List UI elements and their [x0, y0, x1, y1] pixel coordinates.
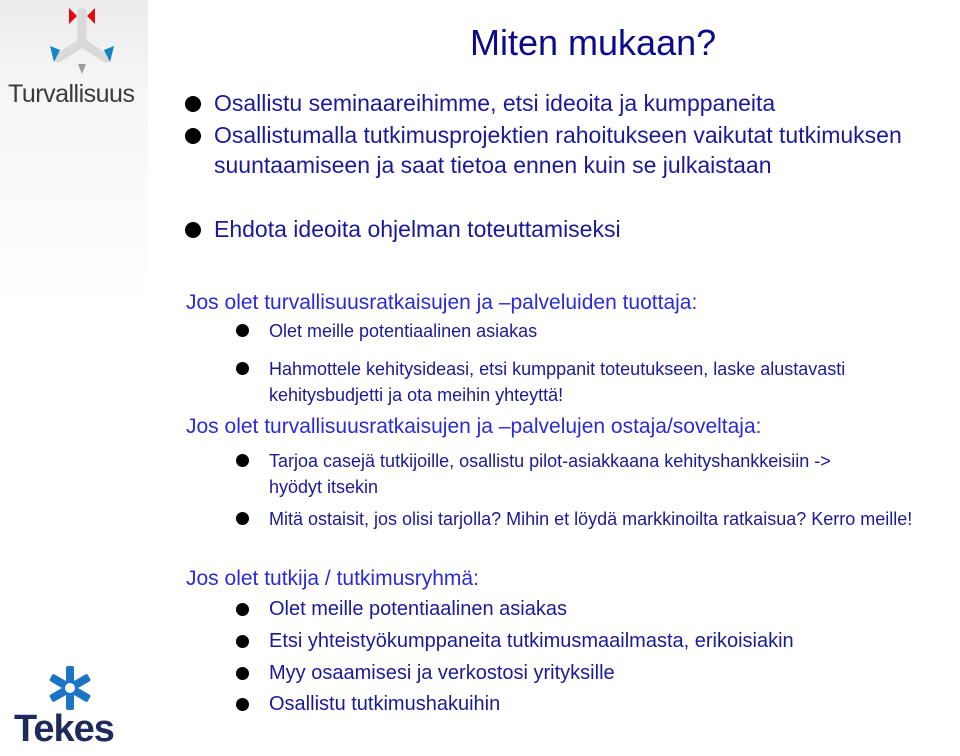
sidebar: [0, 0, 148, 756]
bullet-dot-icon: [236, 603, 249, 616]
section-heading-buyer: Jos olet turvallisuusratkaisujen ja –palvelujen ostaja/soveltaja:: [186, 415, 762, 438]
bullet-dot-icon: [185, 222, 201, 238]
bullet-dot-icon: [236, 698, 249, 711]
researcher-item-4: Osallistu tutkimushakuihin: [236, 691, 936, 717]
producer-item-2: Hahmottele kehitysideasi, etsi kumppanit toteutukseen, laske alustavasti kehitysbudjetti ja ota meihin yhteyttä!: [236, 356, 946, 408]
researcher-item-1: Olet meille potentiaalinen asiakas: [236, 596, 936, 622]
section-heading-researcher: Jos olet tutkija / tutkimusryhmä:: [186, 567, 479, 590]
main-bullet-1: Osallistu seminaareihimme, etsi ideoita ja kumppaneita: [185, 88, 905, 118]
main-bullet-2: Osallistumalla tutkimusprojektien rahoitukseen vaikutat tutkimuksen suuntaamiseen ja saat tietoa ennen kuin se julkaistaan: [185, 120, 925, 180]
section-heading-producer: Jos olet turvallisuusratkaisujen ja –palveluiden tuottaja:: [186, 291, 698, 314]
bullet-dot-icon: [236, 512, 249, 525]
bullet-dot-icon: [236, 635, 249, 648]
bullet-dot-icon: [236, 454, 249, 467]
buyer-item-2: Mitä ostaisit, jos olisi tarjolla? Mihin et löydä markkinoilta ratkaisua? Kerro meille!: [236, 506, 916, 532]
tekes-logo-text: Tekes: [14, 708, 114, 750]
main-bullet-3: Ehdota ideoita ohjelman toteuttamiseksi: [185, 214, 925, 244]
researcher-item-2: Etsi yhteistyökumppaneita tutkimusmaailmasta, erikoisiakin: [236, 628, 956, 654]
bullet-dot-icon: [236, 324, 249, 337]
bullet-dot-icon: [185, 96, 201, 112]
bullet-dot-icon: [185, 128, 201, 144]
buyer-item-1: Tarjoa casejä tutkijoille, osallistu pilot-asiakkaana kehityshankkeisiin -> hyödyt itsekin: [236, 448, 836, 500]
researcher-item-3: Myy osaamisesi ja verkostosi yrityksille: [236, 660, 936, 686]
page-title: Miten mukaan?: [470, 22, 717, 63]
bullet-dot-icon: [236, 362, 249, 375]
producer-item-1: Olet meille potentiaalinen asiakas: [236, 318, 936, 344]
bullet-dot-icon: [236, 667, 249, 680]
turvallisuus-logo-text: Turvallisuus: [8, 80, 135, 108]
